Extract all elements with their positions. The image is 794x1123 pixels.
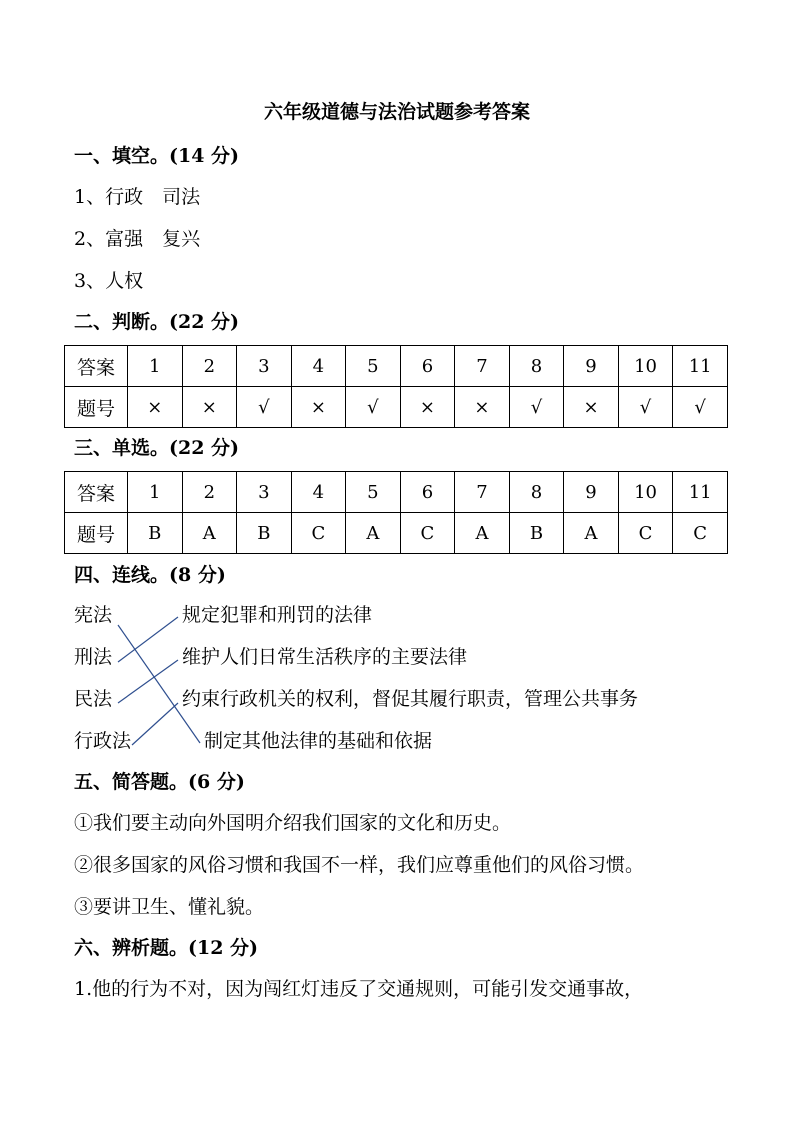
question-number: 8 <box>509 346 564 387</box>
question-number: 11 <box>673 472 728 513</box>
question-number: 4 <box>291 346 346 387</box>
choice-answer: A <box>564 513 619 554</box>
question-number: 10 <box>618 346 673 387</box>
question-number: 2 <box>182 472 237 513</box>
judgement-mark: × <box>400 387 455 428</box>
choice-answer: B <box>237 513 292 554</box>
match-right-item: 维护人们日常生活秩序的主要法律 <box>182 646 468 668</box>
fill-answer-2: 2、富强 复兴 <box>74 228 201 250</box>
match-line <box>132 703 178 745</box>
choice-answer: C <box>400 513 455 554</box>
match-left-item: 行政法 <box>74 730 132 752</box>
match-right-item: 约束行政机关的权利，督促其履行职责，管理公共事务 <box>182 688 639 710</box>
choice-answer: B <box>509 513 564 554</box>
fill-answer-1: 1、行政 司法 <box>74 186 201 208</box>
question-number: 9 <box>564 472 619 513</box>
page-title: 六年级道德与法治试题参考答案 <box>263 101 530 123</box>
match-line <box>118 660 178 703</box>
choice-answer: A <box>182 513 237 554</box>
fill-answer-3: 3、人权 <box>74 270 144 292</box>
short-answer-2: ②很多国家的风俗习惯和我国不一样，我们应尊重他们的风俗习惯。 <box>74 854 645 876</box>
judgement-mark: √ <box>509 387 564 428</box>
section-4-heading: 四、连线。(8 分) <box>74 564 226 586</box>
judgement-mark: × <box>182 387 237 428</box>
question-number: 7 <box>455 346 510 387</box>
question-number: 5 <box>346 346 401 387</box>
question-number: 2 <box>182 346 237 387</box>
question-number: 10 <box>618 472 673 513</box>
question-number: 1 <box>128 472 183 513</box>
question-number: 7 <box>455 472 510 513</box>
section-6-heading: 六、辨析题。(12 分) <box>74 937 259 959</box>
match-line <box>118 617 178 662</box>
question-number: 11 <box>673 346 728 387</box>
judgement-mark: × <box>291 387 346 428</box>
analysis-answer-1: 1.他的行为不对，因为闯红灯违反了交通规则，可能引发交通事故， <box>74 978 644 1000</box>
question-number: 6 <box>400 346 455 387</box>
question-number: 5 <box>346 472 401 513</box>
question-number: 9 <box>564 346 619 387</box>
judgement-mark: × <box>455 387 510 428</box>
row-label: 题号 <box>65 513 128 554</box>
choice-answer: B <box>128 513 183 554</box>
choice-answer: C <box>618 513 673 554</box>
section-2-heading: 二、判断。(22 分) <box>74 311 240 333</box>
match-right-item: 规定犯罪和刑罚的法律 <box>182 604 373 626</box>
short-answer-3: ③要讲卫生、懂礼貌。 <box>74 896 265 918</box>
match-left-item: 宪法 <box>74 604 113 626</box>
judgement-mark: √ <box>237 387 292 428</box>
judgement-mark: √ <box>346 387 401 428</box>
judgement-mark: × <box>564 387 619 428</box>
match-right-item: 制定其他法律的基础和依据 <box>204 730 433 752</box>
question-number: 3 <box>237 346 292 387</box>
judgement-mark: √ <box>673 387 728 428</box>
choice-answer: C <box>291 513 346 554</box>
match-left-item: 刑法 <box>74 646 113 668</box>
row-label: 答案 <box>65 346 128 387</box>
section-1-heading: 一、填空。(14 分) <box>74 145 240 167</box>
row-label: 答案 <box>65 472 128 513</box>
question-number: 4 <box>291 472 346 513</box>
choice-answer: C <box>673 513 728 554</box>
question-number: 1 <box>128 346 183 387</box>
question-number: 8 <box>509 472 564 513</box>
match-line <box>118 625 200 743</box>
judgement-mark: × <box>128 387 183 428</box>
choice-answer: A <box>455 513 510 554</box>
short-answer-1: ①我们要主动向外国明介绍我们国家的文化和历史。 <box>74 812 512 834</box>
question-number: 3 <box>237 472 292 513</box>
section-3-heading: 三、单选。(22 分) <box>74 437 240 459</box>
choice-answer: A <box>346 513 401 554</box>
row-label: 题号 <box>65 387 128 428</box>
match-left-item: 民法 <box>74 688 113 710</box>
section-5-heading: 五、简答题。(6 分) <box>74 771 245 793</box>
question-number: 6 <box>400 472 455 513</box>
judgement-mark: √ <box>618 387 673 428</box>
